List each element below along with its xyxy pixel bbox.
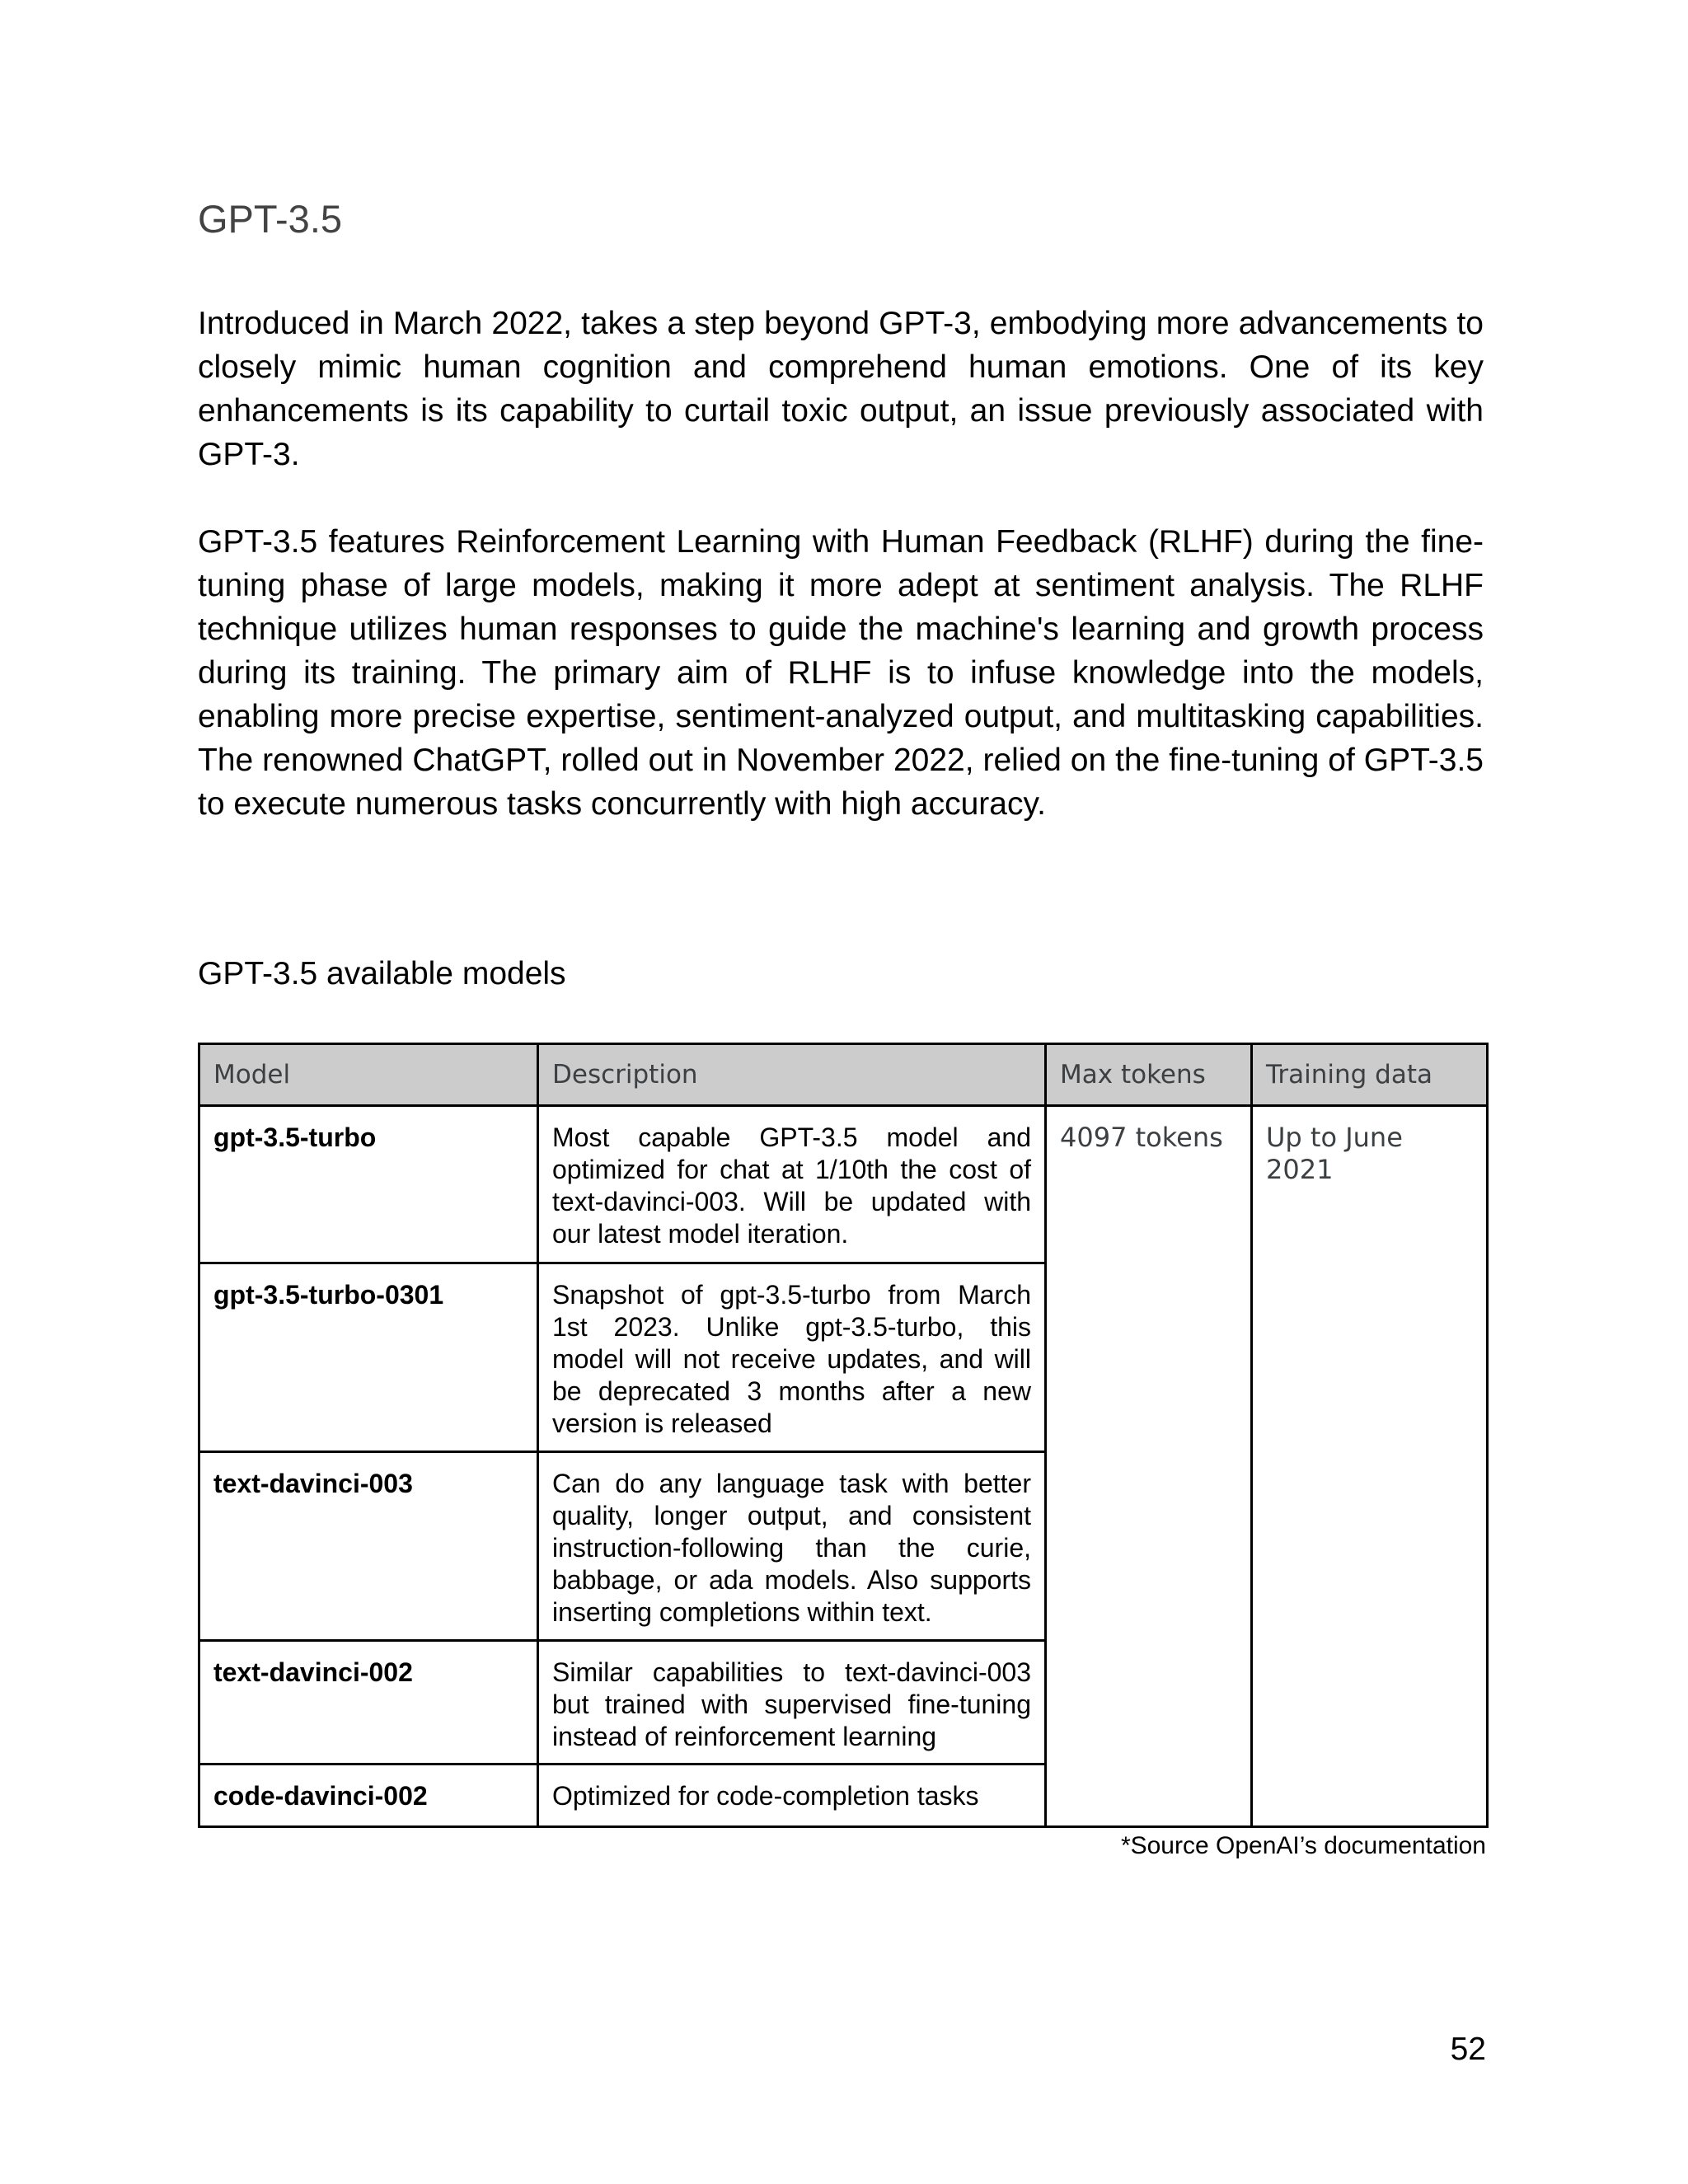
- training-data-cell: Up to June 2021: [1252, 1106, 1488, 1827]
- intro-paragraph: Introduced in March 2022, takes a step beyond GPT-3, embodying more advancements to closely mimic human cognition and comprehend human emotions. One of its key enhancements is its capability to curtail toxic output, an issue previously associated with GPT-3.: [198, 306, 1484, 472]
- description-cell: Can do any language task with better quality, longer output, and consistent instruction-following than the curie, babbage, or ada models. Also supports inserting completions within text.: [538, 1452, 1046, 1641]
- model-name-cell: code-davinci-002: [199, 1765, 538, 1827]
- description-cell: Similar capabilities to text-davinci-003 but trained with supervised fine-tuning instead of reinforcement learning: [538, 1641, 1046, 1765]
- model-name-cell: text-davinci-003: [199, 1452, 538, 1641]
- header-model: Model: [199, 1044, 538, 1106]
- rlhf-paragraph: GPT-3.5 features Reinforcement Learning with Human Feedback (RLHF) during the fine-tuning phase of large models, making it more adept at sentiment analysis. The RLHF technique utilizes human responses to guide the machine's learning and growth process during its training. The primary aim of RLHF is to infuse knowledge into the models, enabling more precise expertise, sentiment-analyzed output, and multitasking capabilities. The renowned ChatGPT, rolled out in November 2022, relied on the fine-tuning of GPT-3.5 to execute numerous tasks concurrently with high accuracy.: [198, 524, 1484, 822]
- header-max-tokens: Max tokens: [1046, 1044, 1252, 1106]
- section-heading: GPT-3.5: [198, 197, 343, 241]
- description-cell: Optimized for code-completion tasks: [538, 1765, 1046, 1827]
- model-name-cell: text-davinci-002: [199, 1641, 538, 1765]
- description-cell: Most capable GPT-3.5 model and optimized for chat at 1/10th the cost of text-davinci-003. Will be updated with our latest model iteration.: [538, 1106, 1046, 1263]
- description-cell: Snapshot of gpt-3.5-turbo from March 1st 2023. Unlike gpt-3.5-turbo, this model will not receive updates, and will be deprecated 3 months after a new version is released: [538, 1263, 1046, 1452]
- header-description: Description: [538, 1044, 1046, 1106]
- table-title: GPT-3.5 available models: [198, 956, 566, 991]
- model-name-cell: gpt-3.5-turbo: [199, 1106, 538, 1263]
- max-tokens-cell: 4097 tokens: [1046, 1106, 1252, 1827]
- models-table: [198, 1043, 1489, 1828]
- table-row: [199, 1106, 1488, 1263]
- source-note: *Source OpenAI’s documentation: [1120, 1832, 1486, 1859]
- page-number: 52: [1450, 2032, 1486, 2067]
- model-name-cell: gpt-3.5-turbo-0301: [199, 1263, 538, 1452]
- table-header-row: [199, 1044, 1488, 1106]
- header-training-data: Training data: [1252, 1044, 1488, 1106]
